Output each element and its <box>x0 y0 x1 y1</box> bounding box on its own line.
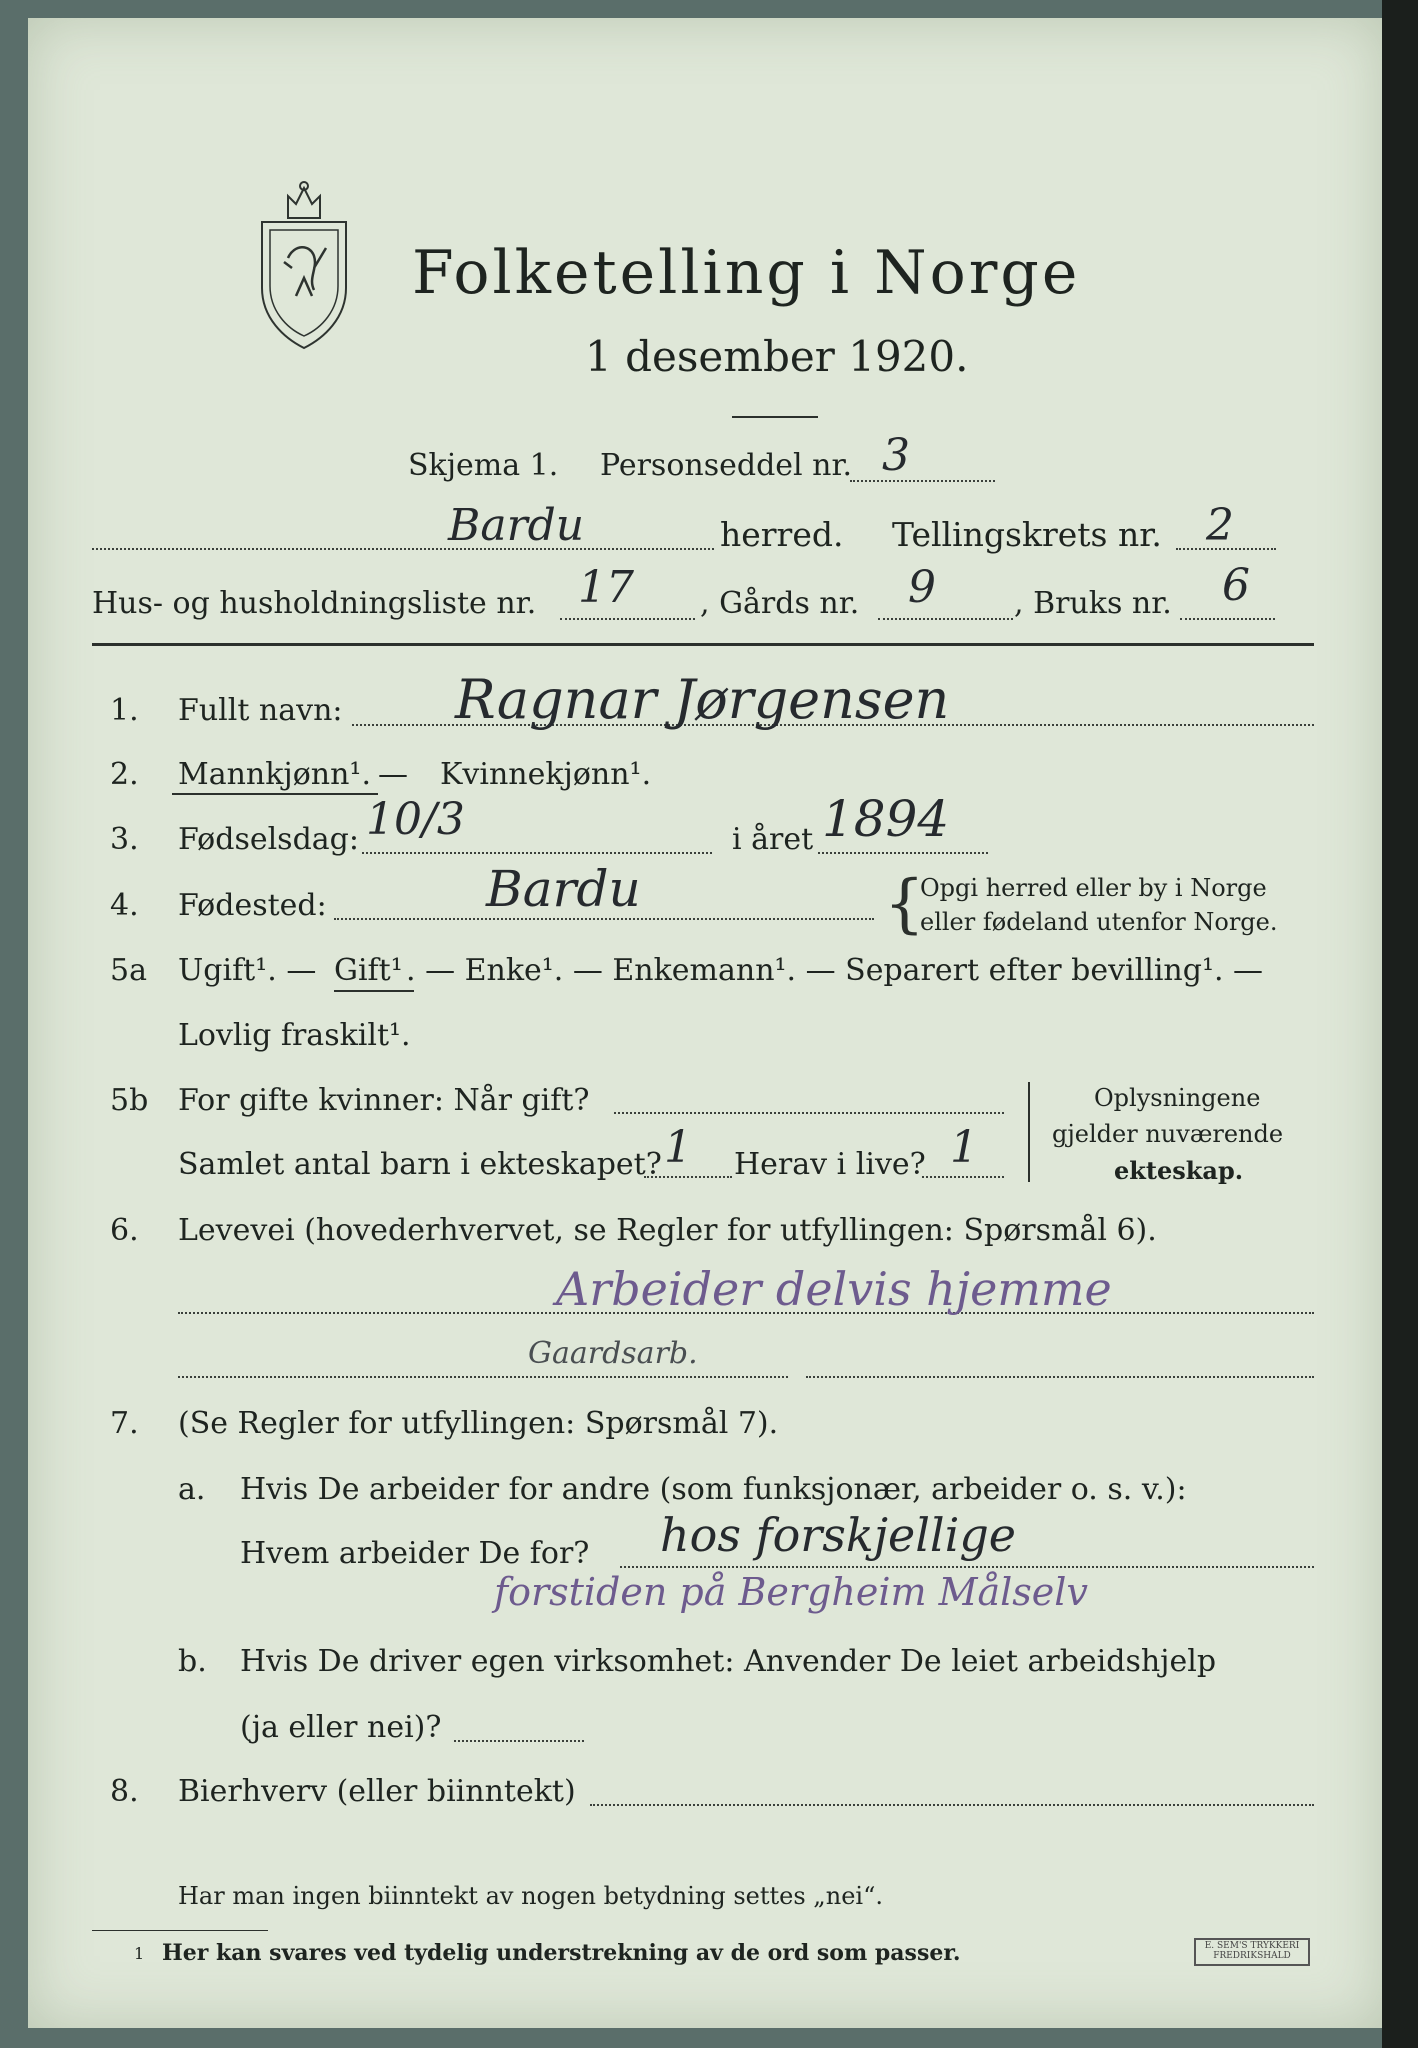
q5b-children-value: 1 <box>664 1122 692 1173</box>
herred-label: herred. <box>720 515 844 554</box>
hus-label: Hus- og husholdningsliste nr. <box>92 586 537 621</box>
title-rule <box>732 416 818 418</box>
q7-label: (Se Regler for utfyllingen: Spørsmål 7). <box>178 1406 779 1441</box>
scanner-edge <box>1382 0 1418 2048</box>
q5a-gift-option: Gift¹ <box>334 953 403 988</box>
gards-value: 9 <box>908 562 936 613</box>
q5b-bracket <box>1028 1082 1030 1182</box>
herred-value: Bardu <box>448 500 585 551</box>
q8-number: 8. <box>110 1774 139 1809</box>
q5a-line2: Lovlig fraskilt¹. <box>178 1018 411 1053</box>
q2-female-option: Kvinnekjønn¹. <box>440 757 652 792</box>
q2-number: 2. <box>110 757 139 792</box>
tellingskrets-value: 2 <box>1206 500 1234 551</box>
bruks-line <box>1180 618 1275 620</box>
q3-year-label: i året <box>732 822 814 857</box>
q4-label: Fødested: <box>178 888 327 923</box>
q6-occupation-value-1: Arbeider delvis hjemme <box>556 1262 1112 1316</box>
form-title: Folketelling i Norge <box>412 238 1081 308</box>
q4-note-2: eller fødeland utenfor Norge. <box>920 908 1278 936</box>
footnote-text: Her kan svares ved tydelig understrekning av de ord som passer. <box>162 1940 961 1966</box>
q2-separator: — <box>378 757 408 792</box>
q7a-letter: a. <box>178 1472 206 1507</box>
q4-birthplace-value: Bardu <box>486 860 641 918</box>
q6-occupation-value-2: Gaardsarb. <box>528 1336 698 1371</box>
personseddel-value: 3 <box>882 430 910 481</box>
q7a-employer-value-2: forstiden på Bergheim Målselv <box>494 1570 1088 1614</box>
q4-brace: { <box>884 867 925 941</box>
q5b-alive-value: 1 <box>950 1122 978 1173</box>
q3-label: Fødselsdag: <box>178 822 359 857</box>
footnote-rule <box>92 1930 268 1931</box>
q6-number: 6. <box>110 1213 139 1248</box>
q6-line-2b <box>806 1376 1314 1378</box>
q5b-note-3: ekteskap. <box>1114 1156 1244 1185</box>
hus-line <box>560 618 695 620</box>
q7b-line <box>454 1740 584 1742</box>
census-date: 1 desember 1920. <box>585 332 969 381</box>
q5a-line1-end: . — Enke¹. — Enkemann¹. — Separert efter bevilling¹. — <box>406 953 1264 988</box>
footer-note: Har man ingen biinntekt av nogen betydning settes „nei“. <box>178 1882 883 1910</box>
schema-label: Skjema 1. <box>408 448 559 483</box>
personseddel-label: Personseddel nr. <box>600 448 853 483</box>
q7b-line1: Hvis De driver egen virksomhet: Anvender De leiet arbeidshjelp <box>240 1644 1217 1679</box>
q5b-number: 5b <box>110 1083 149 1118</box>
q6-line-2a <box>178 1376 788 1378</box>
q7a-employer-value-1: hos forskjellige <box>660 1508 1017 1562</box>
personseddel-line <box>850 480 995 482</box>
gards-line <box>878 618 1013 620</box>
q5b-married-label: For gifte kvinner: Når gift? <box>178 1083 590 1118</box>
q5b-married-line <box>614 1112 1004 1114</box>
q7a-line1: Hvis De arbeider for andre (som funksjonær, arbeider o. s. v.): <box>240 1472 1187 1507</box>
q5b-children-label: Samlet antal barn i ekteskapet? <box>178 1147 662 1182</box>
q7a-line2: Hvem arbeider De for? <box>240 1536 590 1571</box>
q7b-line2: (ja eller nei)? <box>240 1710 442 1745</box>
q4-note-1: Opgi herred eller by i Norge <box>920 874 1267 902</box>
herred-line <box>92 548 714 550</box>
q5a-number: 5a <box>110 953 147 988</box>
q4-line <box>334 918 874 920</box>
q7-number: 7. <box>110 1406 139 1441</box>
q1-full-name-value: Ragnar Jørgensen <box>455 668 950 731</box>
q5b-note-1: Oplysningene <box>1094 1084 1261 1112</box>
q7b-letter: b. <box>178 1644 207 1679</box>
q3-birthday-value: 10/3 <box>366 794 465 845</box>
q5b-alive-line <box>922 1176 1004 1178</box>
q5a-line1-start: Ugift¹. — <box>178 953 317 988</box>
norwegian-coat-of-arms-icon <box>248 178 360 350</box>
q1-number: 1. <box>110 693 139 728</box>
q2-male-option: Mannkjønn¹. <box>178 757 371 792</box>
bruks-value: 6 <box>1222 560 1250 611</box>
q5b-note-2: gjelder nuværende <box>1052 1120 1284 1148</box>
q5b-children-line <box>644 1176 732 1178</box>
q6-label: Levevei (hovederhvervet, se Regler for utfyllingen: Spørsmål 6). <box>178 1213 1157 1248</box>
q3-number: 3. <box>110 822 139 857</box>
q3-line <box>362 852 712 854</box>
q4-number: 4. <box>110 888 139 923</box>
bruks-label: , Bruks nr. <box>1014 586 1172 621</box>
hus-value: 17 <box>578 562 634 613</box>
printer-stamp: E. SEM'S TRYKKERI FREDRIKSHALD <box>1194 1938 1310 1966</box>
q3-year-value: 1894 <box>822 790 950 848</box>
q2-male-underline <box>172 793 378 795</box>
header-divider <box>92 643 1314 646</box>
q8-line <box>590 1804 1314 1806</box>
q1-label: Fullt navn: <box>178 693 343 728</box>
q8-label: Bierhverv (eller biinntekt) <box>178 1774 576 1809</box>
q7a-line <box>620 1566 1314 1568</box>
q3-year-line <box>818 852 988 854</box>
q5a-gift-underline <box>334 990 414 992</box>
gards-label: , Gårds nr. <box>700 586 860 621</box>
footnote-number: 1 <box>134 1944 145 1963</box>
tellingskrets-label: Tellingskrets nr. <box>892 515 1162 554</box>
q5b-alive-label: Herav i live? <box>734 1147 926 1182</box>
